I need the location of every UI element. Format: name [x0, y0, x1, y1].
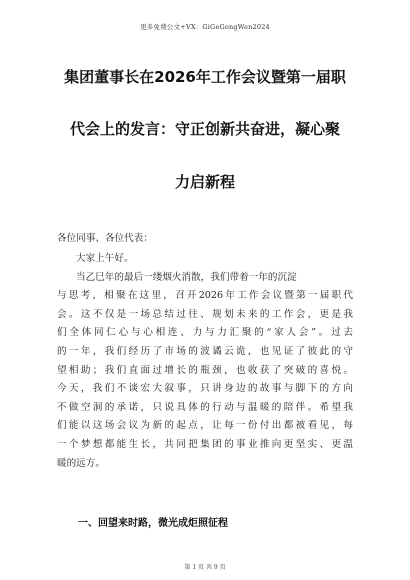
- greeting: 大家上午好。: [76, 253, 134, 264]
- paragraph-line: 会。这不仅是一场总结过往、规划未来的工作会，更是我: [57, 308, 353, 320]
- paragraph-line: 与思考，相聚在这里，召开2026年工作会议暨第一届职代: [57, 290, 353, 302]
- page-footer: 第 1 页 共 9 页: [184, 564, 226, 571]
- paragraph-line: 望相助；我们直面过增长的瓶颈，也收获了突破的喜悦。: [57, 364, 353, 376]
- paragraph-line: 今天，我们不谈宏大叙事，只讲身边的故事与脚下的方向: [57, 383, 353, 395]
- document-title-line-1: 集团董事长在2026年工作会议暨第一届职: [64, 68, 346, 86]
- paragraph-line: 的一年，我们经历了市场的波谲云诡，也见证了彼此的守: [57, 345, 353, 357]
- paragraph-line: 们能以这场会议为新的起点，让每一份付出都被看见，每: [57, 420, 353, 432]
- section-heading: 一、回望来时路，微光成炬照征程: [78, 518, 228, 529]
- body-paragraphs: [57, 250, 353, 473]
- document-title-line-3: 力启新程: [174, 173, 235, 191]
- paragraph-line: 当乙巳年的最后一缕烟火消散，我们带着一年的沉淀: [76, 271, 297, 283]
- paragraph-line: 暖的远方。: [57, 457, 105, 469]
- paragraph-line: 一个梦想都能生长，共同把集团的事业推向更坚实、更温: [57, 438, 353, 450]
- salutation: [57, 230, 353, 249]
- header-note: 更多免费公文+VX：GiGeGongWen2024: [140, 23, 270, 31]
- salutation-text: 各位同事、各位代表：: [57, 233, 153, 244]
- paragraph-line: 们全体同仁心与心相连、力与力汇聚的“家人会”。过去: [57, 327, 353, 339]
- document-title-line-2: 代会上的发言：守正创新共奋进，凝心聚: [69, 120, 340, 138]
- paragraph-line: 不做空洞的承诺，只说具体的行动与温暖的陪伴。希望我: [57, 401, 353, 413]
